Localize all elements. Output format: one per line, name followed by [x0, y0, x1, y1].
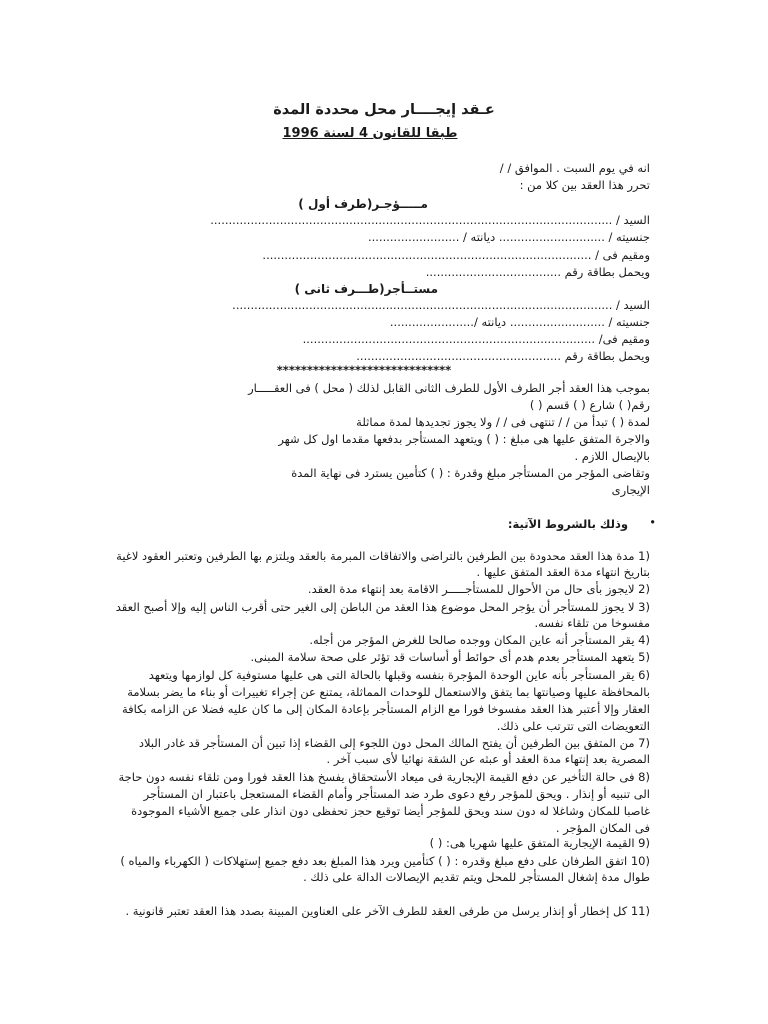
lessee-id-line: ويحمل بطاقة رقم ........................................................ [356, 349, 650, 363]
terms-line-7: الإيجارى [611, 483, 650, 497]
terms-line-6: وتقاضى المؤجر من المستأجر مبلغ وقدرة : ( ) كتأمين يسترد فى نهاية المدة [291, 466, 650, 480]
lessor-heading: مـــــؤجـر(طرف أول ) [298, 197, 428, 211]
clause-3: (3 لا يجوز للمستأجر أن يؤجر المحل موضوع هذا العقد من الباطن إلى الغير حتى أقرب الناس إليه وإلا أصبح العقد مفسوخا من تلقاء نفسه. [115, 600, 650, 630]
clause-6: (6 يقر المستأجر بأنه عاين الوحدة المؤجرة بنفسه وقبلها بالحالة التى هى عليها مستوفية كل لوازمها ويتعهد بالمحافظة عليها وصيانتها بما يتفق والاستعمال للوحدات المماثلة، يمتنع عن إجراء تغييرات أو بناء ما يضر بسلامة العقار وإلا أعتبر هذا العقد مفسوخا فورا مع الزام المستأجر بإعادة المكان إلى ما كان عليه فضلا عن الزامه بكافة التعويضات التى تترتب على ذلك. [121, 668, 650, 733]
lessor-nationality-line: جنسيته / ............................. ديانته / ......................... [367, 230, 650, 244]
clause-8: (8 فى حالة التأخير عن دفع القيمة الإيجارية فى ميعاد الأستحقاق يفسخ هذا العقد فورا ومن تلقاء نفسه دون حاجة الى تنبيه أو إنذار . ويحق للمؤجر رفع دعوى طرد ضد المستأجر وأمام القضاء المستعجل باعتبار ان المستأجر غاصبا للمكان وشاغلا له دون سند ويحق للمؤجر أيضا توقيع حجز تحفظى دون انذار على جميع الأشياء الموجودة فى المكان المؤجر . [118, 770, 650, 835]
lessor-name-line: السيد / .............................................................................................................. [210, 213, 650, 227]
terms-line-4: والاجرة المتفق عليها هى مبلغ : ( ) ويتعهد المستأجر بدفعها مقدما اول كل شهر [278, 432, 650, 446]
lessee-heading: مستــأجر(طـــرف ثانى ) [294, 282, 438, 296]
bullet-icon: • [649, 515, 656, 529]
lessee-name-line: السيد / ........................................................................................................ [232, 298, 650, 312]
clause-10: (10 اتفق الطرفان على دفع مبلغ وقدره : ( ) كتأمين ويرد هذا المبلغ بعد دفع جميع إستهلاكات ( الكهرباء والمياه ) طوال مدة إشغال المستأجر للمحل ويتم تقديم الإيصالات الدالة على ذلك . [120, 854, 650, 884]
intro-date-line: انه في يوم السبت . الموافق / / [499, 161, 650, 175]
star-separator: ***************************** [276, 363, 452, 377]
conditions-heading: وذلك بالشروط الآتية: [507, 517, 628, 531]
lessee-nationality-line: جنسيته / .......................... ديانته /....................... [389, 315, 650, 329]
clause-9: (9 القيمة الإيجارية المتفق عليها شهريا هى: ( ) [429, 836, 650, 850]
terms-line-2: رقم( ) شارع ( ) قسم ( ) [529, 398, 650, 412]
clause-1: (1 مدة هذا العقد محدودة بين الطرفين بالتراضى والاتفاقات المبرمة بالعقد ويلتزم بها الطرفين وتعتبر العقود لاغية بتاريخ انتهاء مدة العقد المتفق عليها . [116, 549, 650, 579]
clause-2: (2 لايجوز بأى حال من الأحوال للمستأجـــــر الاقامة بعد إنتهاء مدة العقد. [307, 582, 650, 596]
law-subtitle: طبقا للقانون 4 لسنة 1996 [282, 126, 458, 141]
terms-line-5: بالإيصال اللازم . [574, 449, 650, 463]
terms-line-1: بموجب هذا العقد أجر الطرف الأول للطرف الثانى القابل لذلك ( محل ) فى العقـــــار [248, 381, 650, 395]
terms-line-3: لمدة ( ) تبدأ من / / تنتهى فى / / ولا يجوز تجديدها لمدة مماثلة [356, 415, 650, 429]
lessor-id-line: ويحمل بطاقة رقم ..................................... [425, 265, 650, 279]
clause-5: (5 يتعهد المستأجر بعدم هدم أى حوائط أو أساسات قد تؤثر على صحة سلامة المبنى. [250, 650, 650, 664]
clause-11: (11 كل إخطار أو إنذار يرسل من طرفى العقد للطرف الآخر على العناوين المبينة بصدد هذا العقد تعتبر قانونية . [125, 904, 650, 918]
lessor-residence-line: ومقيم فى / .......................................................................................... [262, 248, 650, 262]
intro-parties-line: تحرر هذا العقد بين كلا من : [519, 178, 650, 192]
contract-title: عـقد إيجــــار محل محددة المدة [273, 102, 495, 118]
clause-7: (7 من المتفق بين الطرفين أن يفتح المالك المحل دون اللجوء إلى القضاء إذا تبين أن المستأجر قد غادر البلاد المصرية بعد إنتهاء مدة العقد أو عبثه عن الشقة نهائيا لأى سبب آخر . [138, 736, 650, 766]
lessee-residence-line: ومقيم فى/ ................................................................................ [302, 332, 650, 346]
clause-4: (4 يقر المستأجر أنه عاين المكان ووجده صالحا للغرض المؤجر من أجله. [309, 633, 650, 647]
